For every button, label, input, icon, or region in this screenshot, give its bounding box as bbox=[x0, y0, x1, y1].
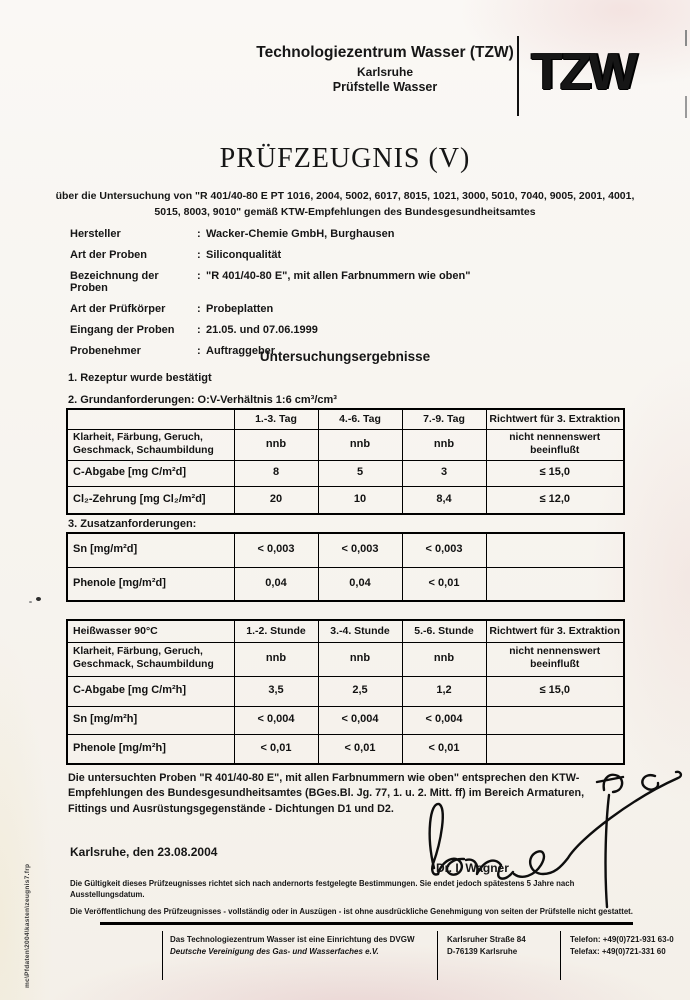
table-cell: 8,4 bbox=[402, 486, 486, 514]
table-cell: Phenole [mg/m²d] bbox=[67, 567, 234, 601]
table-cell: nicht nennenswert beeinflußt bbox=[486, 429, 624, 460]
table-cell: 20 bbox=[234, 486, 318, 514]
table-cell: < 0,01 bbox=[402, 567, 486, 601]
footer-address-column bbox=[437, 931, 555, 980]
table-zusatzanforderungen bbox=[66, 532, 625, 602]
footer-org-line1: Das Technologiezentrum Wasser ist eine Einrichtung des DVGW bbox=[170, 935, 415, 944]
table-cell: 1.-3. Tag bbox=[234, 409, 318, 429]
table-cell: < 0,003 bbox=[318, 533, 402, 567]
table-row bbox=[67, 429, 624, 460]
field-value: 21.05. und 07.06.1999 bbox=[206, 323, 318, 336]
table-cell: C-Abgabe [mg C/m²h] bbox=[67, 676, 234, 706]
table-cell: Cl₂-Zehrung [mg Cl₂/m²d] bbox=[67, 486, 234, 514]
table-cell: nnb bbox=[318, 429, 402, 460]
place-and-date: Karlsruhe, den 23.08.2004 bbox=[70, 845, 218, 859]
table-cell: 2,5 bbox=[318, 676, 402, 706]
table-cell: nnb bbox=[234, 642, 318, 676]
table-cell: 1,2 bbox=[402, 676, 486, 706]
result-item-2: 2. Grundanforderungen: O:V-Verhältnis 1:6 cm³/cm³ bbox=[68, 394, 337, 406]
field-row-pruefkoerper bbox=[70, 304, 630, 316]
table-cell: 0,04 bbox=[234, 567, 318, 601]
field-label: Probenehmer bbox=[70, 344, 141, 357]
footer-phone: Telefon: +49(0)721-931 63-0 bbox=[570, 935, 674, 944]
field-row-eingang bbox=[70, 325, 630, 337]
table-cell: Klarheit, Färbung, Geruch, Geschmack, Schaumbildung bbox=[67, 429, 234, 460]
table-header-row bbox=[67, 620, 624, 642]
result-item-1: 1. Rezeptur wurde bestätigt bbox=[68, 372, 212, 384]
org-department: Prüfstelle Wasser bbox=[332, 80, 438, 94]
table-cell: 3.-4. Stunde bbox=[318, 620, 402, 642]
table-row bbox=[67, 676, 624, 706]
field-colon: : bbox=[197, 228, 201, 240]
table-cell: < 0,01 bbox=[402, 734, 486, 764]
table-cell: nnb bbox=[402, 642, 486, 676]
table-cell: 7.-9. Tag bbox=[402, 409, 486, 429]
field-colon: : bbox=[197, 249, 201, 262]
tzw-logo: TZW bbox=[531, 43, 635, 101]
table-cell: < 0,004 bbox=[234, 706, 318, 734]
table-cell: Heißwasser 90°C bbox=[67, 620, 234, 642]
table-cell: Sn [mg/m²h] bbox=[67, 706, 234, 734]
table-cell: nnb bbox=[318, 642, 402, 676]
field-colon: : bbox=[197, 323, 201, 336]
field-colon: : bbox=[197, 302, 201, 315]
org-city: Karlsruhe bbox=[356, 65, 414, 79]
scan-speck-artifact bbox=[36, 597, 41, 601]
table-cell: ≤ 15,0 bbox=[486, 460, 624, 486]
table-cell: 3 bbox=[402, 460, 486, 486]
table-cell: 10 bbox=[318, 486, 402, 514]
table-grundanforderungen bbox=[66, 408, 625, 515]
table-header-row bbox=[67, 409, 624, 429]
signer-name: Dr. I. Wagner bbox=[436, 861, 509, 875]
table-row bbox=[67, 642, 624, 676]
table-cell: < 0,003 bbox=[234, 533, 318, 567]
org-name: Technologiezentrum Wasser (TZW) bbox=[256, 44, 514, 61]
field-value: "R 401/40-80 E", mit allen Farbnummern wie oben" bbox=[206, 270, 471, 283]
table-row bbox=[67, 486, 624, 514]
handwritten-initials-dash bbox=[597, 777, 623, 782]
scan-speck-artifact bbox=[29, 601, 32, 603]
table-cell: nnb bbox=[402, 429, 486, 460]
field-label: Hersteller bbox=[70, 228, 121, 240]
table-cell: < 0,004 bbox=[402, 706, 486, 734]
table-cell bbox=[486, 533, 624, 567]
field-value: Probeplatten bbox=[206, 302, 274, 315]
result-item-3: 3. Zusatzanforderungen: bbox=[68, 518, 197, 530]
field-colon: : bbox=[197, 270, 201, 283]
table-cell: 4.-6. Tag bbox=[318, 409, 402, 429]
table-cell bbox=[67, 409, 234, 429]
field-value: Auftraggeber bbox=[206, 344, 276, 357]
conclusion-paragraph: Die untersuchten Proben "R 401/40-80 E", mit allen Farbnummern wie oben" entsprechen den KTW-Empfehlungen des Bundesgesundheitsamtes (BGes.Bl. Jg. 77, 1. u. 2. Mitt. ff) im Bereich Armaturen, Fittings und Ausrüstungsgegenstände - Dichtungen D1 und D2. bbox=[68, 772, 585, 815]
footer-street: Karlsruher Straße 84 bbox=[447, 935, 526, 944]
footer-city: D-76139 Karlsruhe bbox=[447, 947, 518, 957]
field-label: Art der Prüfkörper bbox=[70, 302, 166, 315]
table-cell: Richtwert für 3. Extraktion bbox=[486, 409, 624, 429]
validity-note: Die Gültigkeit dieses Prüfzeugnisses richtet sich nach andernorts festgelegte Bestimmungen. Sie endet jedoch spätestens 5 Jahre nach Ausstellungsdatum. bbox=[70, 879, 575, 899]
table-cell: 1.-2. Stunde bbox=[234, 620, 318, 642]
table-cell: < 0,003 bbox=[402, 533, 486, 567]
results-heading: Untersuchungsergebnisse bbox=[259, 349, 431, 364]
document-title: PRÜFZEUGNIS (V) bbox=[219, 143, 471, 174]
table-cell: Richtwert für 3. Extraktion bbox=[486, 620, 624, 642]
table-cell: ≤ 15,0 bbox=[486, 676, 624, 706]
publication-note: Die Veröffentlichung des Prüfzeugnisses - vollständig oder in Auszügen - ist ohne ausdrückliche Genehmigung von seiten der Prüfstelle nicht gestattet. bbox=[70, 907, 633, 916]
table-row bbox=[67, 567, 624, 601]
table-cell bbox=[486, 706, 624, 734]
field-value: Wacker-Chemie GmbH, Burghausen bbox=[206, 228, 395, 240]
table-row bbox=[67, 533, 624, 567]
table-cell: < 0,004 bbox=[318, 706, 402, 734]
field-row-hersteller bbox=[70, 229, 630, 241]
table-row bbox=[67, 460, 624, 486]
footer-contact-column bbox=[560, 931, 690, 980]
footer-fax: Telefax: +49(0)721-331 60 bbox=[570, 947, 666, 957]
table-cell: Klarheit, Färbung, Geruch, Geschmack, Schaumbildung bbox=[67, 642, 234, 676]
table-cell: 3,5 bbox=[234, 676, 318, 706]
field-colon: : bbox=[197, 344, 201, 357]
signature-sweep bbox=[514, 772, 681, 877]
intro-paragraph: über die Untersuchung von "R 401/40-80 E PT 1016, 2004, 5002, 6017, 8015, 1021, 3000, 5010, 7040, 9005, 2001, 4001, 5015, 8003, 9010" gemäß KTW-Empfehlungen des Bundesgesundheitsamtes bbox=[55, 190, 635, 218]
scan-edge-artifact bbox=[685, 30, 687, 46]
field-row-art-der-proben bbox=[70, 250, 630, 262]
table-cell bbox=[486, 567, 624, 601]
field-row-bezeichnung bbox=[70, 271, 630, 294]
table-cell: < 0,01 bbox=[234, 734, 318, 764]
sample-metadata bbox=[70, 229, 630, 367]
header-divider-line bbox=[517, 36, 519, 116]
field-value: Siliconqualität bbox=[206, 249, 282, 262]
table-cell: ≤ 12,0 bbox=[486, 486, 624, 514]
scan-edge-artifact bbox=[685, 96, 687, 118]
table-row bbox=[67, 706, 624, 734]
table-cell: 0,04 bbox=[318, 567, 402, 601]
table-cell: 8 bbox=[234, 460, 318, 486]
table-cell: nnb bbox=[234, 429, 318, 460]
table-cell: 5 bbox=[318, 460, 402, 486]
footer-org-line2: Deutsche Vereinigung des Gas- und Wasserfaches e.V. bbox=[170, 947, 379, 957]
table-cell: Sn [mg/m²d] bbox=[67, 533, 234, 567]
margin-filename: mc\Pfdaten\2004\kasten\zeugnis7.frp bbox=[24, 863, 31, 988]
handwritten-initials-c bbox=[642, 775, 658, 789]
table-cell: < 0,01 bbox=[318, 734, 402, 764]
table-cell: nicht nennenswert beeinflußt bbox=[486, 642, 624, 676]
field-label: Art der Proben bbox=[70, 249, 148, 262]
field-label: Bezeichnung der Proben bbox=[70, 270, 159, 294]
table-cell: Phenole [mg/m²h] bbox=[67, 734, 234, 764]
footer-rule bbox=[100, 922, 633, 925]
field-label: Eingang der Proben bbox=[70, 323, 175, 336]
table-cell: 5.-6. Stunde bbox=[402, 620, 486, 642]
table-cell: C-Abgabe [mg C/m²d] bbox=[67, 460, 234, 486]
footer-org-column bbox=[162, 931, 438, 980]
